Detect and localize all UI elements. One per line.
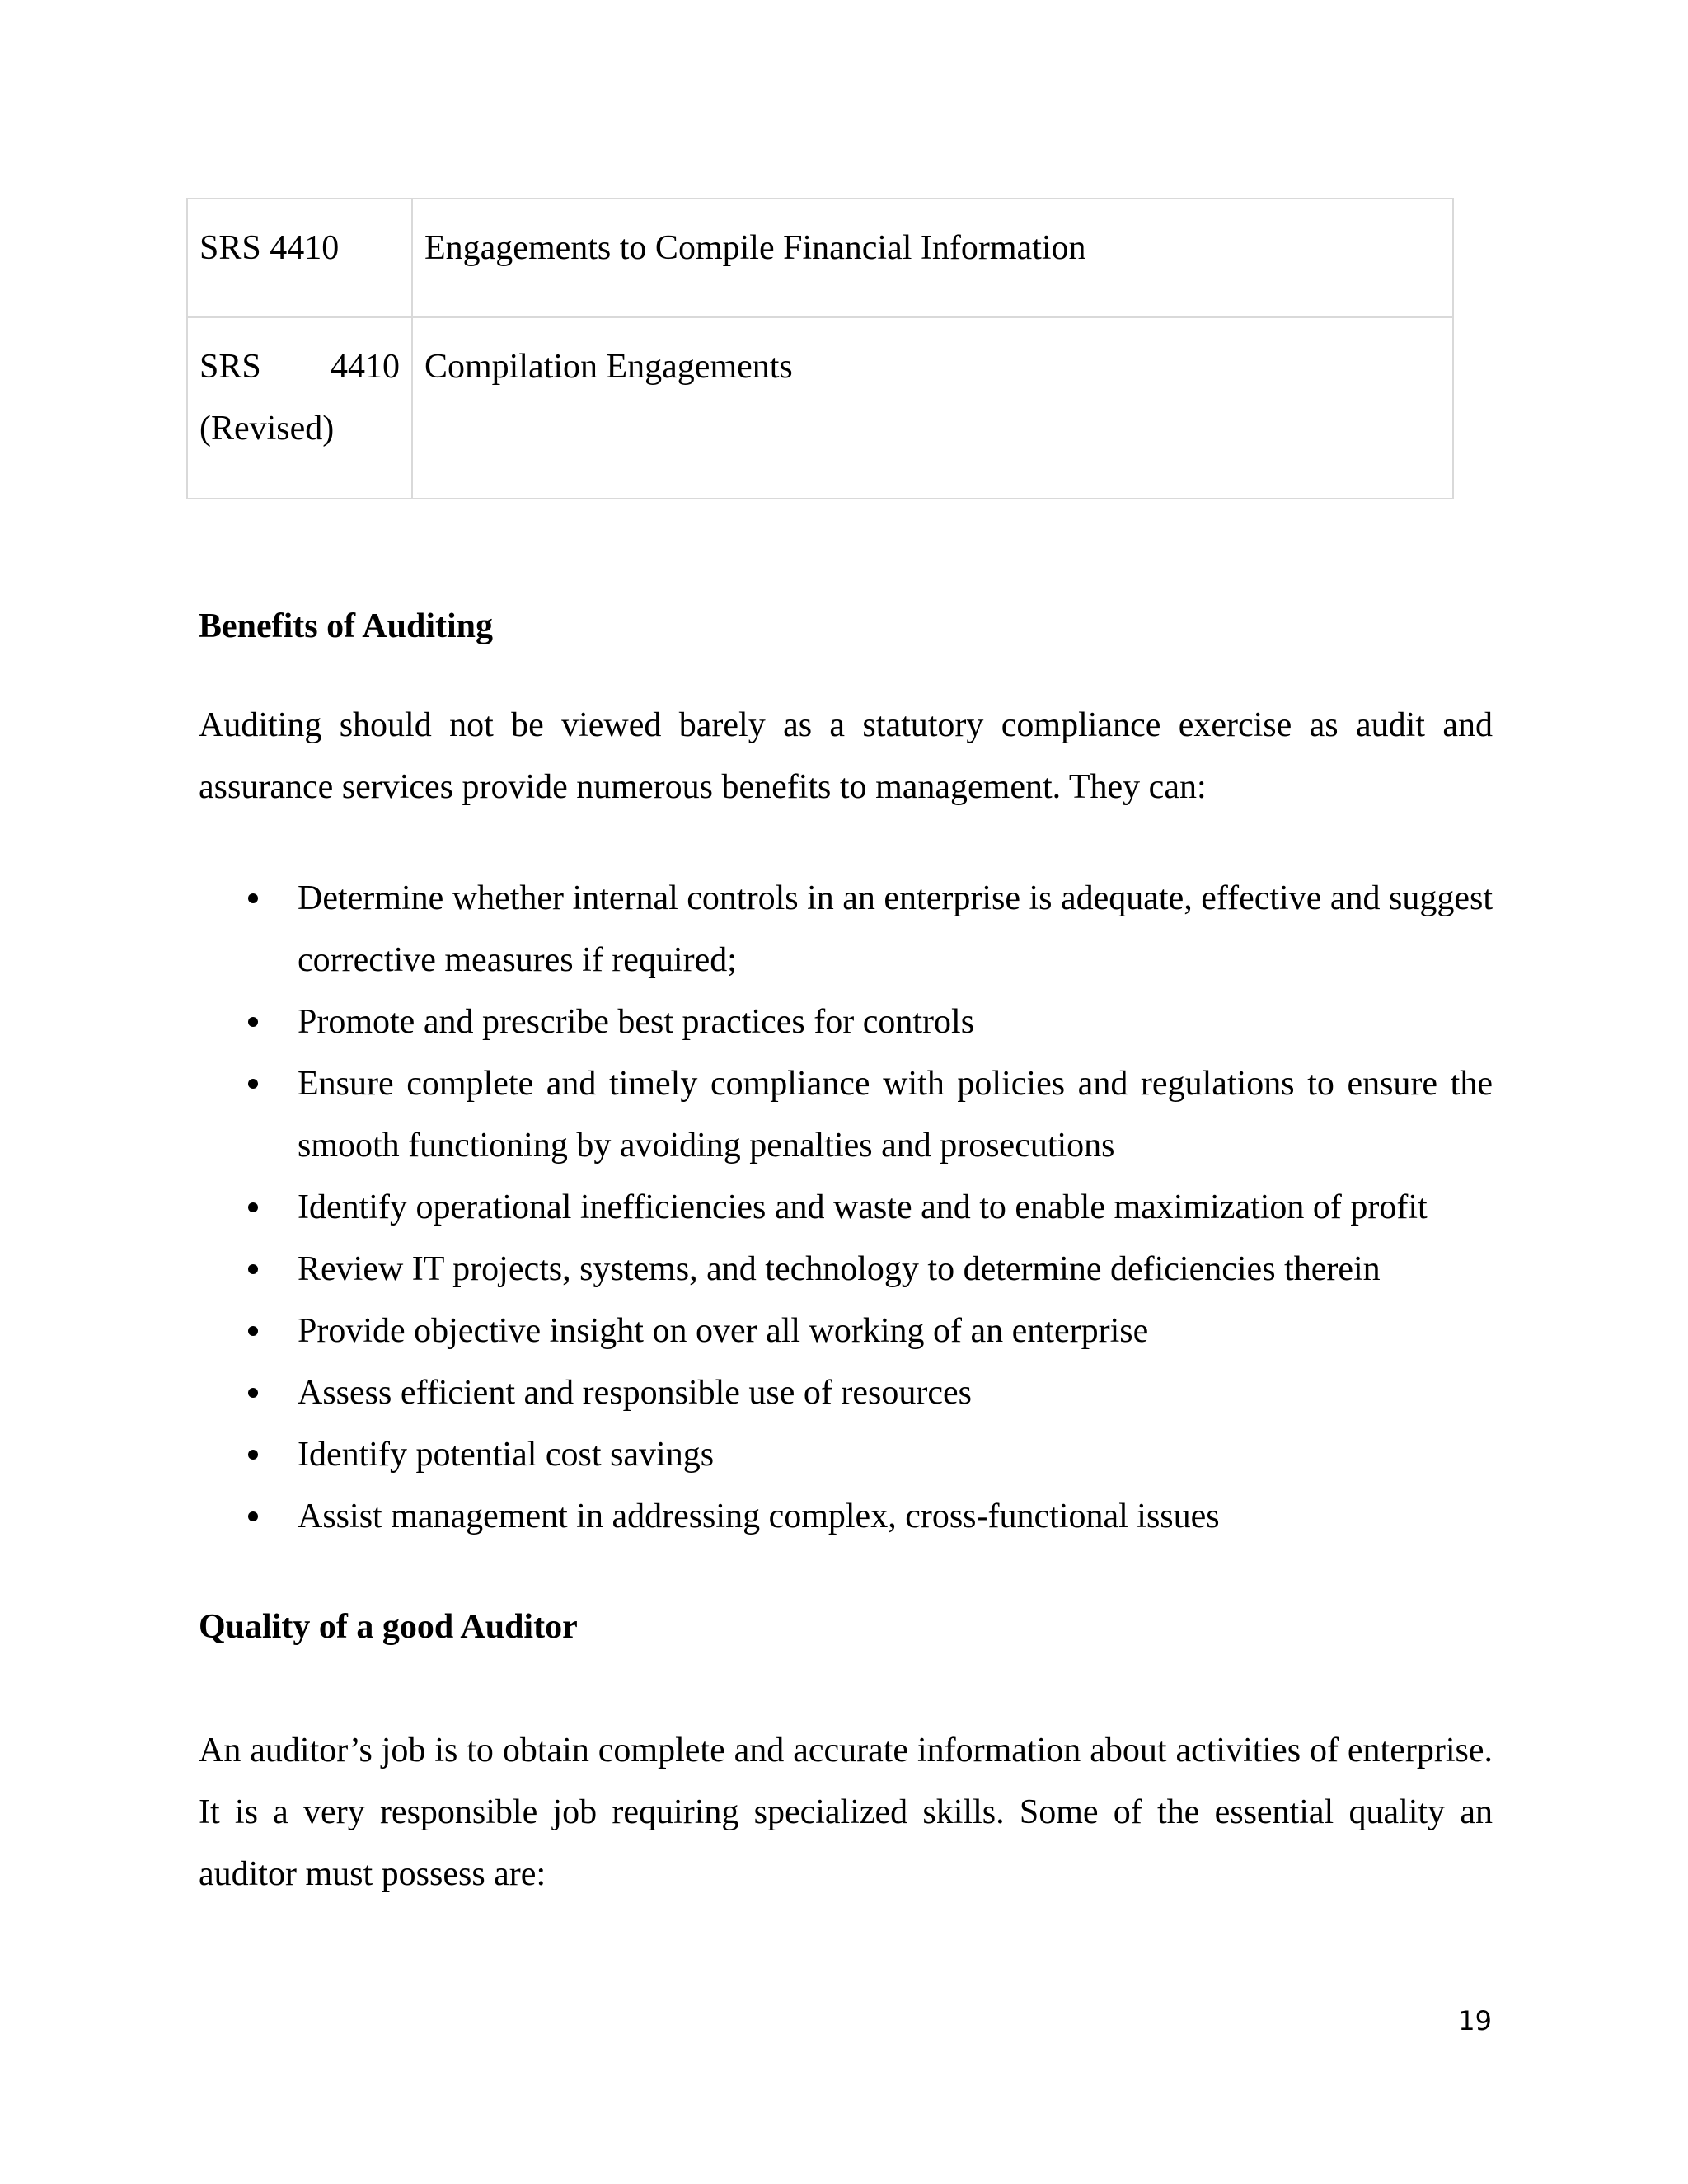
quality-intro: An auditor’s job is to obtain complete and accurate information about activities of enterprise. It is a very responsible job requiring specialized skills. Some of the essential quality an auditor must possess are: (199, 1732, 1493, 1893)
benefits-intro: Auditing should not be viewed barely as a statutory compliance exercise as audit and assurance services provide numerous benefits to management. They can: (199, 706, 1493, 806)
table-row (187, 317, 1453, 499)
list-item (199, 1239, 1493, 1301)
standard-code: SRS (199, 348, 261, 386)
list-item (199, 1177, 1493, 1239)
standards-table (186, 198, 1454, 499)
standard-code-suffix: (Revised) (199, 410, 335, 448)
list-item (199, 1486, 1493, 1548)
list-item (199, 1424, 1493, 1486)
standard-title: Engagements to Compile Financial Information (424, 229, 1086, 267)
list-item (199, 868, 1493, 991)
bullet-icon (248, 1511, 258, 1521)
list-item-text: Identify operational inefficiencies and waste and to enable maximization of profit (298, 1188, 1428, 1226)
list-item (199, 1053, 1493, 1177)
benefits-list (199, 868, 1493, 1548)
bullet-icon (248, 1079, 258, 1089)
list-item (199, 991, 1493, 1053)
quality-heading: Quality of a good Auditor (199, 1608, 578, 1646)
standard-code-cell (187, 199, 412, 317)
list-item-text: Ensure complete and timely compliance with policies and regulations to ensure the smooth functioning by avoiding penalties and prosecutions (298, 1065, 1493, 1165)
standard-title-cell (412, 317, 1453, 499)
list-item-text: Provide objective insight on over all working of an enterprise (298, 1312, 1149, 1350)
list-item-text: Determine whether internal controls in an enterprise is adequate, effective and suggest corrective measures if required; (298, 879, 1493, 979)
standard-title: Compilation Engagements (424, 348, 793, 386)
standard-code: SRS 4410 (199, 229, 340, 267)
list-item-text: Assist management in addressing complex, cross-functional issues (298, 1497, 1220, 1535)
list-item (199, 1301, 1493, 1362)
list-item-text: Identify potential cost savings (298, 1436, 715, 1474)
standard-code-cell (187, 317, 412, 499)
page-number: 19 (1458, 2005, 1492, 2036)
list-item-text: Promote and prescribe best practices for controls (298, 1003, 975, 1041)
standard-code-line (199, 336, 400, 398)
bullet-icon (248, 1326, 258, 1336)
standard-title-cell (412, 199, 1453, 317)
bullet-icon (248, 1388, 258, 1398)
list-item-text: Assess efficient and responsible use of resources (298, 1374, 972, 1412)
bullet-icon (248, 1450, 258, 1460)
bullet-icon (248, 893, 258, 903)
bullet-icon (248, 1017, 258, 1027)
bullet-icon (248, 1264, 258, 1274)
table-row (187, 199, 1453, 317)
list-item (199, 1362, 1493, 1424)
list-item-text: Review IT projects, systems, and technology to determine deficiencies therein (298, 1250, 1381, 1288)
benefits-heading: Benefits of Auditing (199, 607, 494, 645)
bullet-icon (248, 1202, 258, 1212)
standard-code-number: 4410 (331, 348, 400, 386)
